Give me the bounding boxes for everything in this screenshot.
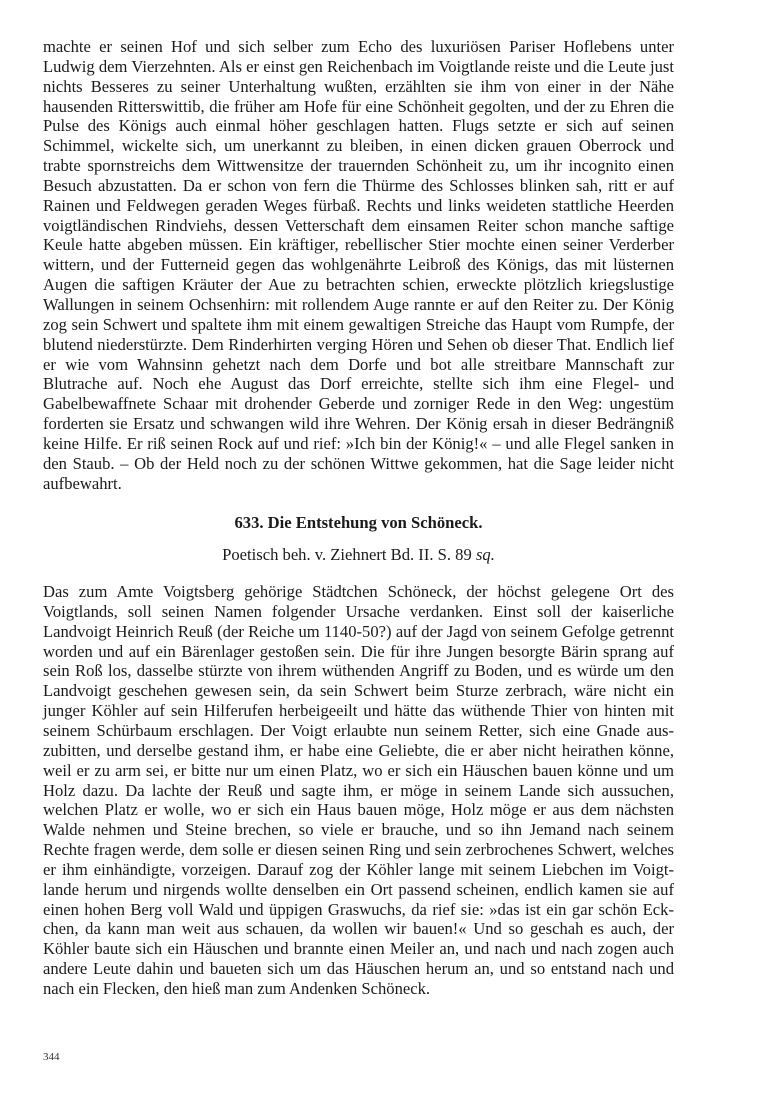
source-citation	[43, 545, 674, 565]
story-paragraph: Das zum Amte Voigtsberg gehörige Städtchen Schöneck, der höchst gelegene Ort des Voigtlands, soll seinen Namen folgender Ursache verdanken. Einst soll der kaiserliche Landvoigt Heinrich Reuß (der Reiche um 1140-50?) auf der Jagd von seinem Gefolge getrennt worden und auf ein Bärenlager gestoßen sein. Die für ihre Jungen besorgte Bärin sprang auf sein Roß los, dasselbe stürzte von ihrem wüthenden Angriff zu Boden, und es würde um den Landvoigt geschehen gewesen sein, da sein Schwert beim Sturze zerbrach, wäre nicht ein junger Köhler auf sein Hilferufen herbeigeeilt und hätte das wüthende Thier von hinten mit seinem Schürbaum erschlagen. Der Voigt erlaubte nun seinem Retter, sich eine Gnade aus-zubitten, und derselbe gestand ihm, er habe eine Geliebte, die er aber nicht heirathen könne, weil er zu arm sei, er bitte nur um einen Platz, wo er sich ein Häuschen bauen könne und um Holz dazu. Da lachte der Reuß und sagte ihm, er möge in seinem Lande sich aussuchen, welchen Platz er wolle, wo er sich ein Haus bauen möge, Holz möge er aus dem nächsten Walde nehmen und Steine brechen, so viele er brauche, und so ihn Jemand nach seinem Rechte fragen werde, dem solle er diesen seinen Ring und sein zerbrochenes Schwert, welches er ihm einhändigte, vorzeigen. Darauf zog der Köhler lange mit seinem Liebchen im Voigt-lande herum und nirgends wollte denselben ein Ort passend scheinen, endlich kamen sie auf einen hohen Berg voll Wald und üppigen Graswuchs, da rief sie: »das ist ein gar schön Eck-chen, da kann man weit aus schauen, da wollen wir bauen!« Und so geschah es auch, der Köhler baute sich ein Häuschen und brannte einen Meiler an, und nach und nach zogen auch andere Leute dahin und baueten sich um das Häuschen herum an, und so entstand nach und nach ein Flecken, den hieß man zum Andenken Schöneck.	[43, 582, 674, 998]
source-citation-italic: sq.	[475, 545, 495, 565]
source-citation-text: Poetisch beh. v. Ziehnert Bd. II. S. 89	[222, 545, 472, 565]
story-continuation-paragraph: machte er seinen Hof und sich selber zum Echo des luxuriösen Pariser Hoflebens unter Ludwig dem Vierzehnten. Als er einst gen Reichenbach im Voigtlande reiste und die Leute just nichts Besseres zu seiner Unterhaltung wußten, erzählten sie ihm von einer in der Nähe hausenden Ritterswittib, die früher am Hofe für eine Schönheit gegolten, und der zu Ehren die Pulse des Königs auch einmal höher geschlagen hatten. Flugs setzte er sich auf seinen Schimmel, wickelte sich, um unerkannt zu bleiben, in einen dicken grauen Oberrock und trabte spornstreichs dem Wittwensitze der trauernden Schönheit zu, um ihr incognito einen Besuch abzustatten. Da er schon von fern die Thürme des Schlosses blinken sah, ritt er auf Rainen und Feldwegen geraden Weges fürbaß. Rechts und links weideten stattliche Heerden voigtländischen Rindviehs, dessen Vetterschaft dem einsamen Reiter schon manche saftige Keule hatte abgeben müssen. Ein kräftiger, rebellischer Stier mochte einen seiner Verderber wittern, und der Futterneid gegen das wohlgenährte Leibroß des Königs, das mit lüsternen Augen die saftigen Kräuter der Aue zu betrachten schien, erweckte plötzlich kriegslustige Wallungen in seinem Ochsenhirn: mit rollendem Auge rannte er auf den Reiter zu. Der König zog sein Schwert und spaltete ihm mit einem gewaltigen Streiche das Haupt vom Rumpfe, der blutend niederstürzte. Dem Rinderhirten verging Hören und Sehen ob dieser That. Endlich lief er wie vom Wahnsinn gehetzt nach dem Dorfe und bot alle streitbare Mannschaft zur Blutrache auf. Noch ehe August das Dorf erreichte, stellte sich ihm eine Flegel- und Gabelbewaffnete Schaar mit drohender Geberde und zorniger Rede in den Weg: ungestüm forderten sie Ersatz und schwangen wild ihre Wehren. Der König ersah in dieser Bedrängniß keine Hilfe. Er riß seinen Rock auf und rief: »Ich bin der König!« – und alle Flegel sanken in den Staub. – Ob der Held noch zu der schönen Wittwe gekommen, hat die Sage leider nicht aufbewahrt.	[43, 37, 674, 493]
section-heading: 633. Die Entstehung von Schöneck.	[234, 513, 483, 533]
page-body	[43, 37, 674, 999]
page-number: 344	[43, 1051, 60, 1063]
